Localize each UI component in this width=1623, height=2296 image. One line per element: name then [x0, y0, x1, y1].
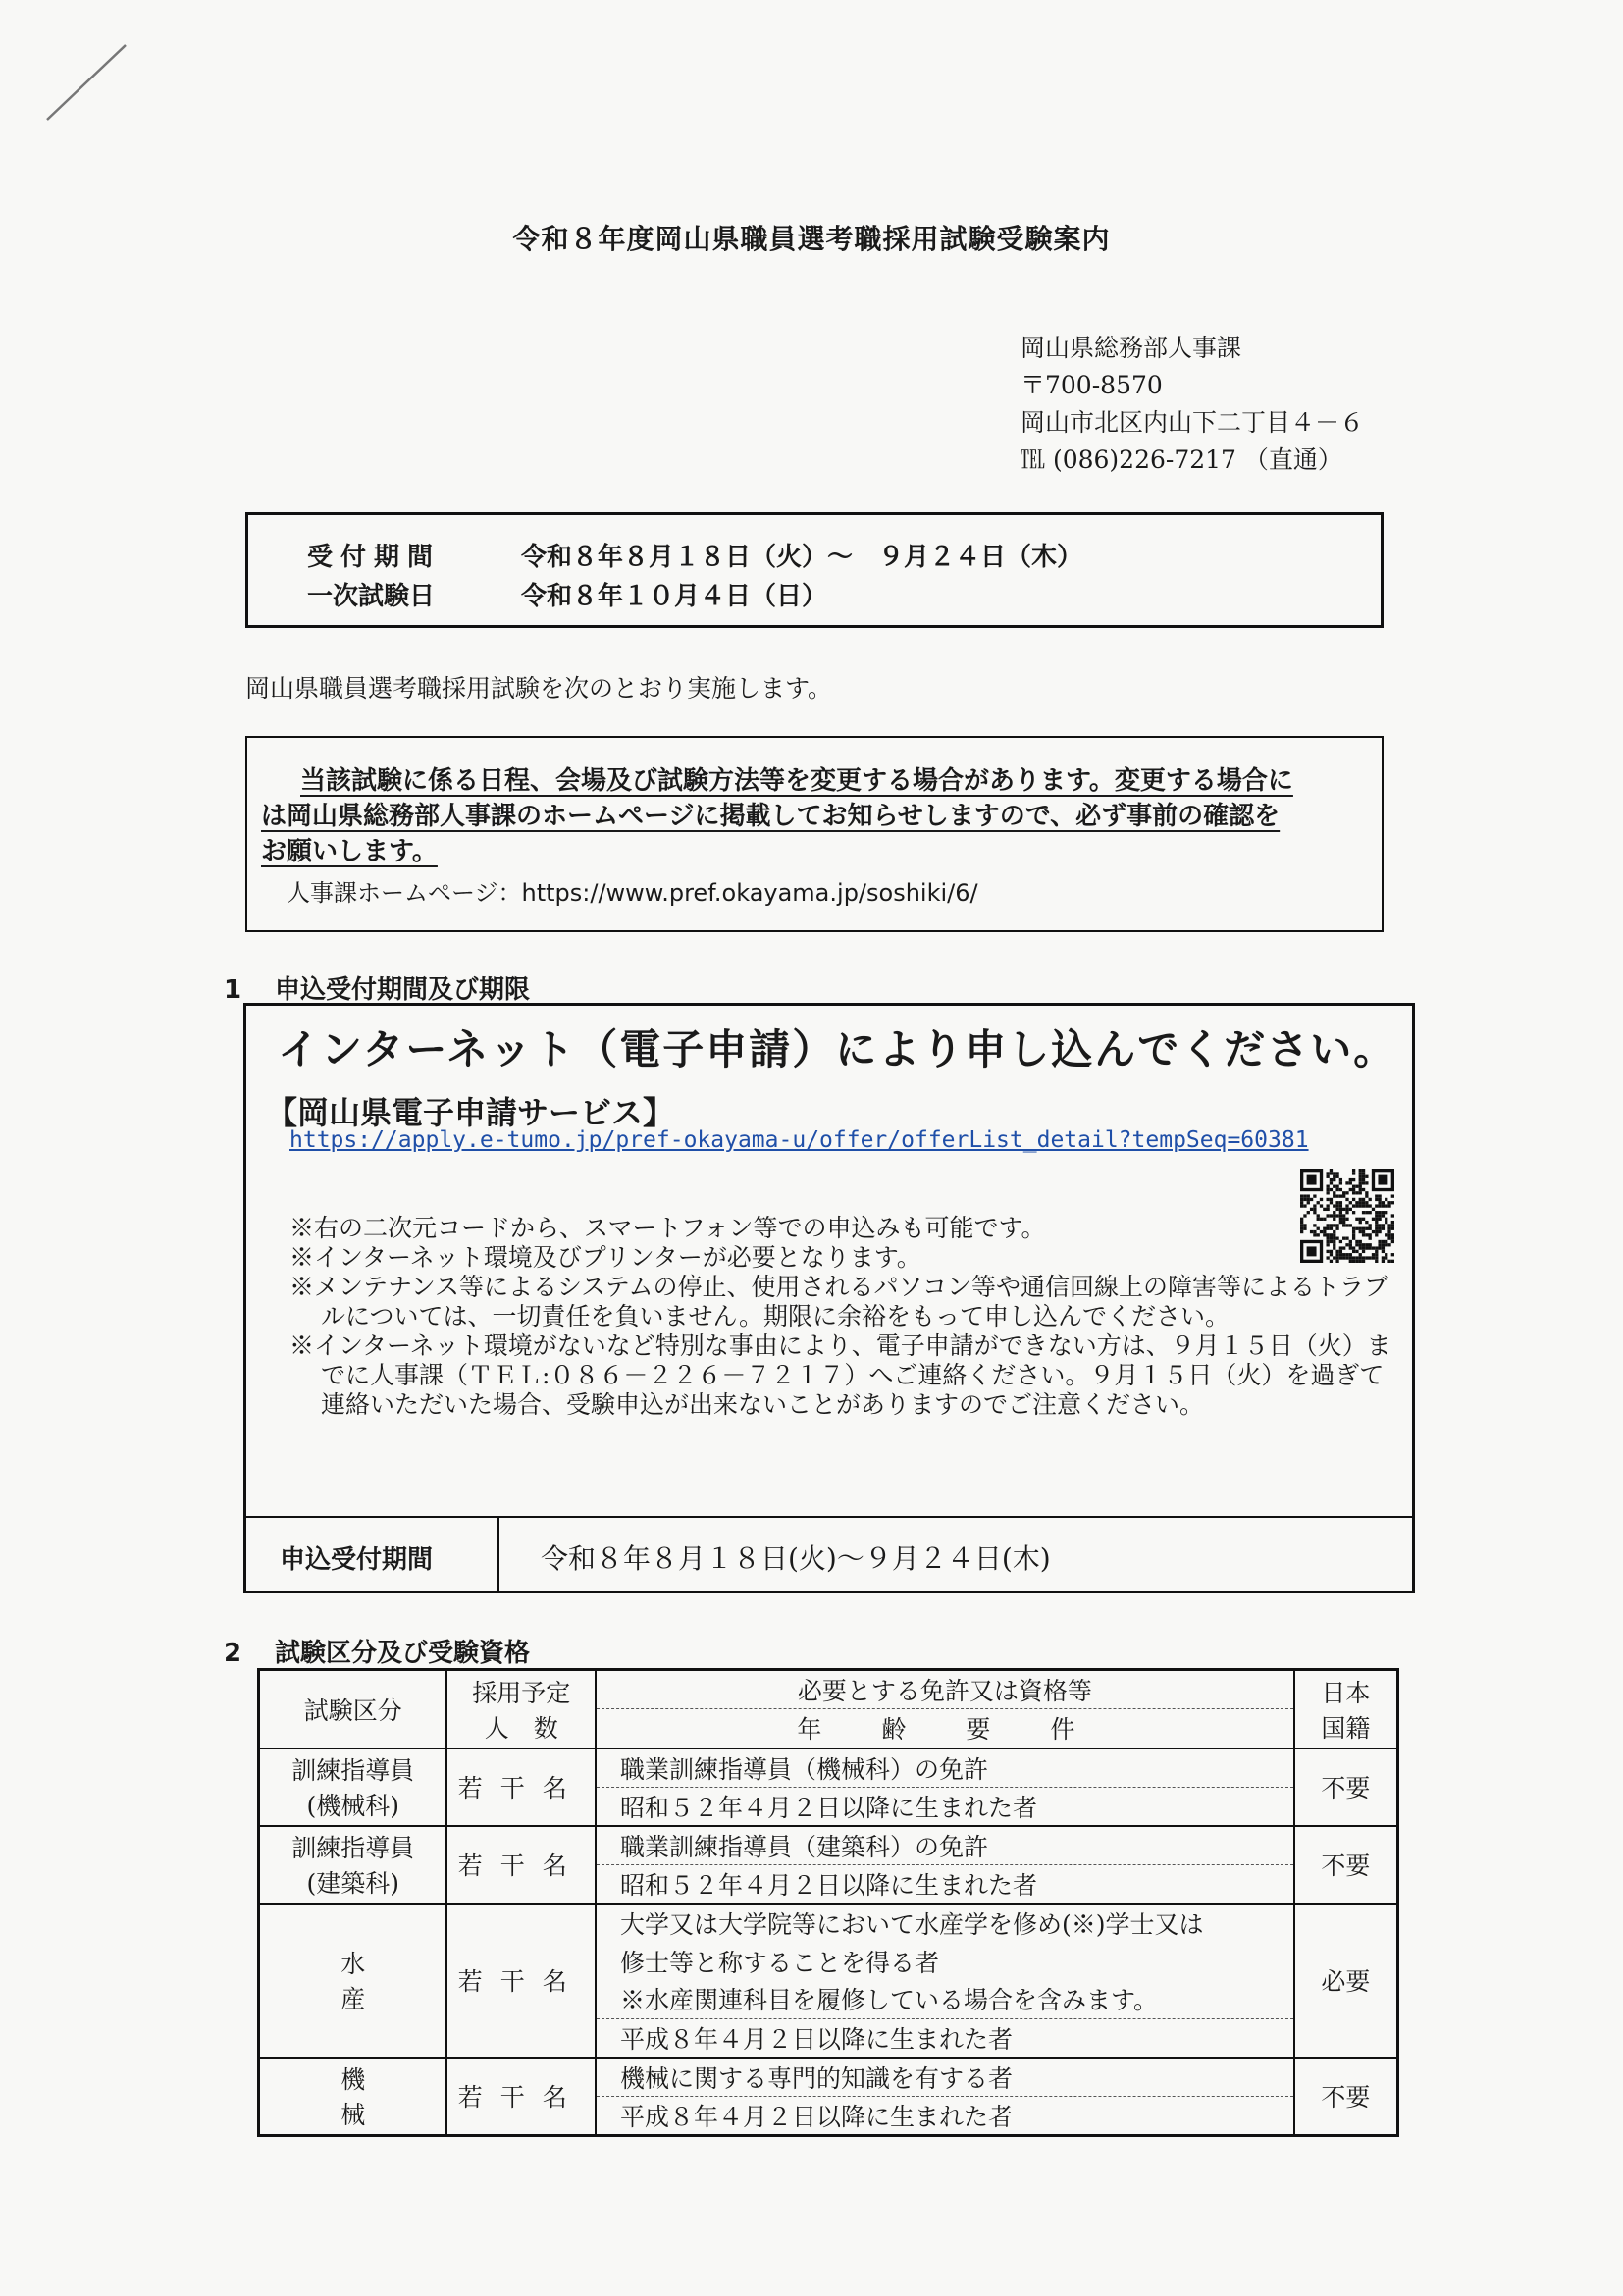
contact-department: 岡山県総務部人事課: [1021, 334, 1242, 362]
row-count: 若干名: [446, 1826, 596, 1904]
contact-address: 岡山市北区内山下二丁目４－６: [1021, 408, 1365, 437]
apply-period-label: 申込受付期間: [280, 1545, 434, 1575]
hr-homepage-link[interactable]: 人事課ホームページ：https://www.pref.okayama.jp/soshiki/6/: [287, 879, 978, 907]
row-nationality: 不要: [1294, 2058, 1398, 2136]
notice-text: [261, 759, 1372, 873]
reception-period-row: [307, 537, 1082, 573]
notice-box: [245, 736, 1384, 932]
row-nationality: 不要: [1294, 1748, 1398, 1826]
row-requirement: 平成８年４月２日以降に生まれた者: [596, 2096, 1294, 2135]
header-planned: 採用予定 人 数: [446, 1670, 596, 1748]
apply-headline: インターネット（電子申請）により申し込んでください。: [278, 1025, 1397, 1073]
section-2-number: 2: [224, 1639, 242, 1668]
section-1-title: 申込受付期間及び期限: [275, 975, 531, 1005]
contact-postal: 〒700-8570: [1021, 371, 1163, 399]
first-exam-label: 一次試験日: [307, 582, 436, 611]
row-nationality: 必要: [1294, 1904, 1398, 2058]
row-requirement: 修士等と称することを得る者: [596, 1942, 1294, 1980]
table-row: [259, 2058, 1398, 2097]
apply-period-row: [246, 1516, 1412, 1591]
qualification-table: [257, 1668, 1399, 2137]
section-2-heading: [224, 1633, 530, 1669]
first-exam-value: 令和８年１０月４日（日）: [521, 582, 828, 611]
intro-text: 岡山県職員選考職採用試験を次のとおり実施します。: [245, 674, 833, 703]
apply-period-value: 令和８年８月１８日(火)～９月２４日(木): [541, 1542, 1051, 1575]
row-requirement: 昭和５２年４月２日以降に生まれた者: [596, 1864, 1294, 1904]
row-requirement: 大学又は大学院等において水産学を修め(※)学士又は: [596, 1904, 1294, 1942]
table-header-row: [259, 1670, 1398, 1709]
reception-period-label: 受付期間: [307, 543, 442, 572]
row-count: 若干名: [446, 1904, 596, 2058]
row-category: 訓練指導員 (機械科): [259, 1748, 447, 1826]
header-nationality: 日本 国籍: [1294, 1670, 1398, 1748]
row-requirement: ※水産関連科目を履修している場合を含みます。: [596, 1980, 1294, 2018]
apply-period-divider: [497, 1518, 499, 1591]
service-url-link[interactable]: https://apply.e-tumo.jp/pref-okayama-u/offer/offerList_detail?tempSeq=60381: [289, 1127, 1309, 1153]
header-age: 年 齢 要 件: [596, 1709, 1294, 1748]
application-box: [243, 1003, 1415, 1593]
table-row: [259, 1826, 1398, 1865]
section-1-heading: [224, 969, 530, 1006]
row-requirement: 機械に関する専門的知識を有する者: [596, 2058, 1294, 2097]
row-category: 水産: [259, 1904, 447, 2058]
apply-note: ※インターネット環境がないなど特別な事由により、電子申請ができない方は、９月１５日（火）までに人事課（ＴＥＬ:０８６－２２６－７２１７）へご連絡ください。９月１５日（火）を過ぎて連絡いただいた場合、受験申込が出来ないことがありますのでご注意ください。: [289, 1331, 1391, 1419]
key-dates-box: [245, 512, 1384, 628]
row-nationality: 不要: [1294, 1826, 1398, 1904]
row-requirement: 昭和５２年４月２日以降に生まれた者: [596, 1787, 1294, 1826]
contact-block: [1021, 330, 1364, 479]
row-requirement: 職業訓練指導員（建築科）の免許: [596, 1826, 1294, 1865]
apply-note: ※インターネット環境及びプリンターが必要となります。: [289, 1243, 921, 1272]
notice-line-3: お願いします。: [261, 837, 438, 866]
header-requirement: 必要とする免許又は資格等: [596, 1670, 1294, 1709]
notice-line-2: は岡山県総務部人事課のホームページに掲載してお知らせしますので、必ず事前の確認を: [261, 802, 1281, 831]
table-row: [259, 1748, 1398, 1788]
section-2-title: 試験区分及び受験資格: [275, 1639, 531, 1668]
row-count: 若干名: [446, 2058, 596, 2136]
contact-tel: ℡ (086)226-7217 （直通）: [1021, 445, 1342, 474]
row-requirement: 平成８年４月２日以降に生まれた者: [596, 2018, 1294, 2058]
document-title: 令和８年度岡山県職員選考職採用試験受験案内: [512, 223, 1111, 255]
apply-notes: [289, 1214, 1400, 1420]
notice-line-1: 当該試験に係る日程、会場及び試験方法等を変更する場合があります。変更する場合に: [300, 766, 1293, 796]
apply-note: ※メンテナンス等によるシステムの停止、使用されるパソコン等や通信回線上の障害等によるトラブルについては、一切責任を負いません。期限に余裕をもって申し込んでください。: [289, 1273, 1389, 1331]
table-row: [259, 1904, 1398, 1942]
pen-stroke-mark: [39, 39, 137, 137]
section-1-number: 1: [224, 975, 242, 1005]
row-category: 機械: [259, 2058, 447, 2136]
first-exam-row: [307, 576, 827, 612]
row-category: 訓練指導員 (建築科): [259, 1826, 447, 1904]
header-category: 試験区分: [259, 1670, 447, 1748]
row-count: 若干名: [446, 1748, 596, 1826]
service-name: 【岡山県電子申請サービス】: [266, 1094, 675, 1131]
reception-period-value: 令和８年８月１８日（火）～ ９月２４日（木）: [521, 543, 1083, 572]
row-requirement: 職業訓練指導員（機械科）の免許: [596, 1748, 1294, 1788]
apply-note: ※右の二次元コードから、スマートフォン等での申込みも可能です。: [289, 1214, 1046, 1242]
